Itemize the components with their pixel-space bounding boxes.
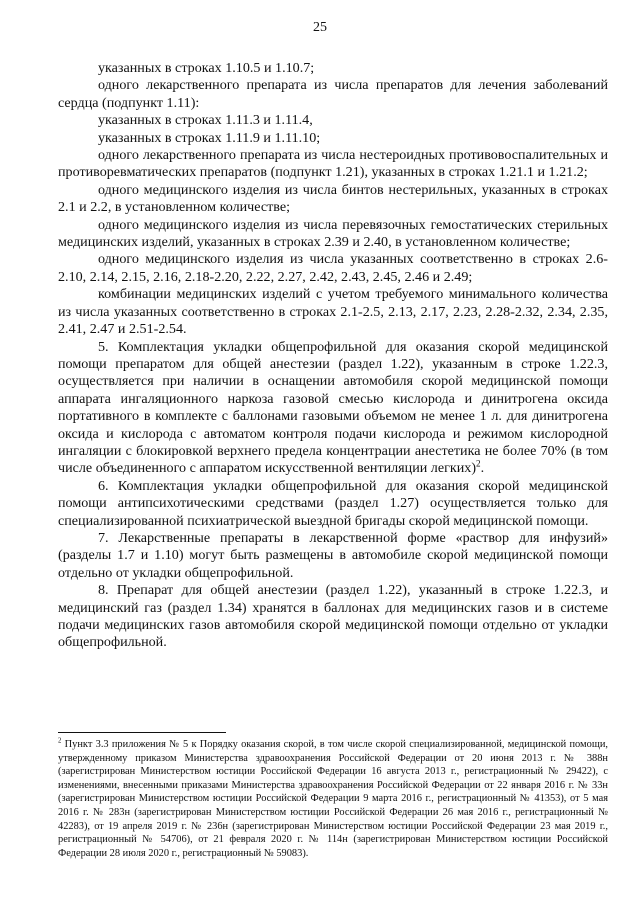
paragraph-text: комбинации медицинских изделий с учетом требуемого минимального количества из числа указанных соответственно в строках 2.1-2.5, 2.13, 2.17, 2.23, 2.28-2.32, 2.34, 2.35, 2.41, 2.47 и 2.51-2.54. bbox=[58, 286, 608, 338]
paragraph bbox=[58, 60, 608, 77]
paragraph bbox=[58, 147, 608, 182]
page-number: 25 bbox=[313, 20, 327, 35]
paragraph-text: указанных в строках 1.11.9 и 1.11.10; bbox=[98, 129, 321, 146]
paragraph-item-7 bbox=[58, 530, 608, 582]
paragraph-text: 5. Комплектация укладки общепрофильной для оказания скорой медицинской помощи препаратом для общей анестезии (раздел 1.22), указанным в строке 1.22.3, осуществляется при наличии в оснащении автомобиля скорой медицинской помощи аппарата ингаляционного наркоза газовой смесью кислорода и динитрогена оксида портативного в комплекте с баллонами газовыми объемом не менее 1 л. для динитрогена оксида и кислорода с автоматом контроля подачи кислорода и режимом кислородной ингаляции с блокировкой верхнего предела концентрации анестетика не более 70% (в том числе объединенного с аппаратом искусственной вентиляции легких) bbox=[58, 338, 608, 477]
paragraph-item-5 bbox=[58, 339, 608, 478]
paragraph-tail: . bbox=[480, 460, 485, 477]
paragraph-text: 7. Лекарственные препараты в лекарственной форме «раствор для инфузий» (разделы 1.7 и 1.10) могут быть размещены в автомобиле скорой медицинской помощи отдельно от укладки общепрофильной. bbox=[58, 529, 608, 581]
paragraph bbox=[58, 130, 608, 147]
paragraph-text: одного лекарственного препарата из числа препаратов для лечения заболеваний сердца (подпункт 1.11): bbox=[58, 77, 608, 111]
document-body bbox=[58, 60, 608, 652]
paragraph-item-6 bbox=[58, 478, 608, 530]
paragraph-text: одного медицинского изделия из числа указанных соответственно в строках 2.6-2.10, 2.14, 2.15, 2.16, 2.18-2.20, 2.22, 2.27, 2.42, 2.43, 2.45, 2.46 и 2.49; bbox=[58, 251, 608, 285]
paragraph bbox=[58, 182, 608, 217]
paragraph bbox=[58, 77, 608, 112]
footnote-divider bbox=[58, 732, 226, 733]
paragraph-text: 6. Комплектация укладки общепрофильной для оказания скорой медицинской помощи антипсихотическими средствами (раздел 1.27) осуществляется только для специализированной психиатрической выездной бригады скорой медицинской помощи. bbox=[58, 477, 608, 529]
paragraph-text: одного медицинского изделия из числа бинтов нестерильных, указанных в строках 2.1 и 2.2, в установленном количестве; bbox=[58, 181, 608, 216]
paragraph bbox=[58, 286, 608, 338]
footnote bbox=[58, 738, 608, 860]
paragraph bbox=[58, 112, 608, 129]
paragraph bbox=[58, 251, 608, 286]
footnote-reference[interactable]: 2 bbox=[476, 458, 481, 469]
paragraph bbox=[58, 217, 608, 252]
paragraph-text: указанных в строках 1.11.3 и 1.11.4, bbox=[98, 112, 313, 129]
paragraph-text: одного лекарственного препарата из числа нестероидных противовоспалительных и противоревматических препаратов (подпункт 1.21), указанных в строках 1.21.1 и 1.21.2; bbox=[58, 147, 608, 181]
paragraph-item-8 bbox=[58, 582, 608, 652]
paragraph-text: указанных в строках 1.10.5 и 1.10.7; bbox=[98, 60, 315, 76]
paragraph-text: 8. Препарат для общей анестезии (раздел 1.22), указанный в строке 1.22.3, и медицинский газ (раздел 1.34) хранятся в баллонах для медицинских газов и в системе подачи медицинских газов автомобиля скорой медицинской помощи отдельно от укладки общепрофильной. bbox=[58, 582, 608, 651]
paragraph-text: одного медицинского изделия из числа перевязочных гемостатических стерильных медицинских изделий, указанных в строках 2.39 и 2.40, в установленном количестве; bbox=[58, 216, 608, 251]
footnote-mark: 2 bbox=[58, 737, 62, 745]
footnote-text: Пункт 3.3 приложения № 5 к Порядку оказания скорой, в том числе скорой специализированной, медицинской помощи, утвержденному приказом Министерства здравоохранения Российской Федерации от 20 июня 2013 г. № 388н (зарегистрирован Министерством юстиции Российской Федерации 16 августа 2013 г., регистрационный № 29422), с изменениями, внесенными приказами Министерства здравоохранения Российской Федерации от 22 января 2016 г. № 33н (зарегистрирован Министерством юстиции Российской Федерации 9 марта 2016 г., регистрационный № 41353), от 5 мая 2016 г. № 283н (зарегистрирован Министерством юстиции Российской Федерации 26 мая 2016 г., регистрационный № 42283), от 19 апреля 2019 г. № 236н (зарегистрирован Министерством юстиции Российской Федерации 23 мая 2019 г., регистрационный № 54706), от 21 февраля 2020 г. № 114н (зарегистрирован Министерством юстиции Российской Федерации 28 июля 2020 г., регистрационный № 59083). bbox=[58, 739, 608, 859]
